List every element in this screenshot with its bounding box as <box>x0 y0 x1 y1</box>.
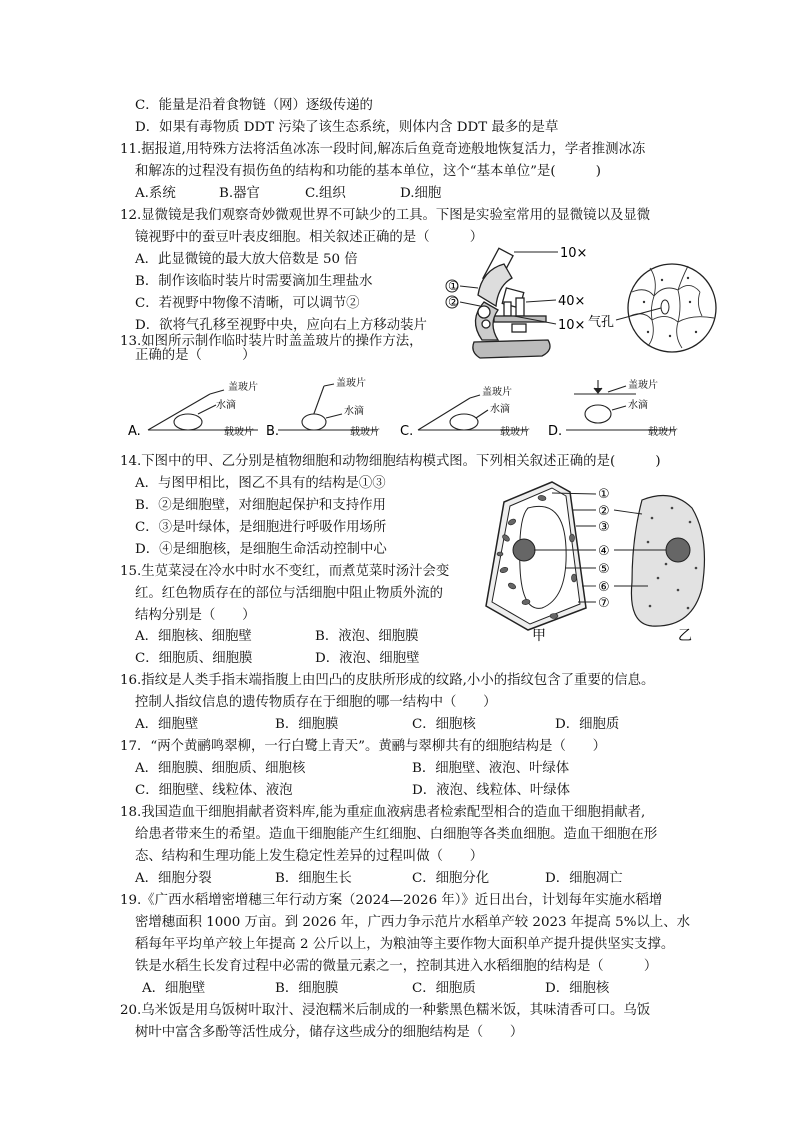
microscope-figure <box>438 240 718 365</box>
q13-a-drop-label: 水滴 <box>216 400 236 411</box>
q13-option-b-label: B. <box>266 424 280 439</box>
q19-option-a: A．细胞壁 <box>142 981 206 996</box>
q13-b-cover-label: 盖玻片 <box>336 378 366 389</box>
cell-label-4: ④ <box>598 544 610 559</box>
q13-d-slide-label: 载玻片 <box>648 427 678 438</box>
cell-label-7: ⑦ <box>598 596 610 611</box>
plant-nucleus <box>513 539 535 561</box>
coverslip-option-a <box>148 390 258 430</box>
q13-stem-line2: 正确的是（ ） <box>135 348 256 363</box>
field-of-view <box>628 264 716 352</box>
q18-stem-line3: 态、结构和生理功能上发生稳定性差异的过程叫做（ ） <box>135 849 484 864</box>
q18-option-c: C．细胞分化 <box>412 871 490 886</box>
q17-option-a: A．细胞膜、细胞质、细胞核 <box>135 761 306 776</box>
cell-label-2: ② <box>598 504 610 519</box>
animal-cell-caption: 乙 <box>678 628 692 644</box>
q18-option-a: A．细胞分裂 <box>135 871 212 886</box>
q14-option-a: A．与图甲相比，图乙不具有的结构是①③ <box>135 476 386 491</box>
q15-option-b: B．液泡、细胞膜 <box>315 629 419 644</box>
fine-knob <box>482 320 490 328</box>
stoma-label: 气孔 <box>588 315 615 330</box>
q18-stem-line1: 18.我国造血干细胞捐献者资料库,能为重症血液病患者检索配型相合的造血干细胞捐献者, <box>120 805 646 820</box>
q18-option-b: B．细胞生长 <box>275 871 352 886</box>
q10-option-c: C．能量是沿着食物链（网）逐级传递的 <box>135 98 373 113</box>
q13-b-drop-label: 水滴 <box>344 406 364 417</box>
low-objective-mag-label: 10× <box>558 318 586 333</box>
q16-option-a: A．细胞壁 <box>135 717 199 732</box>
label-1: ① <box>448 279 459 293</box>
plant-cell-caption: 甲 <box>532 628 546 644</box>
q19-option-c: C．细胞质 <box>412 981 476 996</box>
q11-stem-line2: 和解冻的过程没有损伤鱼的结构和功能的基本单位，这个“基本单位”是( ) <box>135 164 602 179</box>
coverslip-options-figure <box>128 378 688 448</box>
q18-stem-line2: 给患者带来生的希望。造血干细胞能产生红细胞、白细胞等各类血细胞。造血干细胞在形 <box>135 827 658 842</box>
label-2: ② <box>448 295 459 309</box>
q17-option-c: C．细胞壁、线粒体、液泡 <box>135 783 293 798</box>
animal-cell <box>631 496 704 627</box>
high-objective-mag-label: 40× <box>558 294 586 309</box>
q13-c-drop-label: 水滴 <box>490 404 510 415</box>
base <box>473 340 550 358</box>
q12-option-a: A．此显微镜的最大放大倍数是 50 倍 <box>135 252 358 267</box>
coarse-knob <box>478 306 490 318</box>
q13-d-cover-label: 盖玻片 <box>628 380 658 391</box>
q17-stem-line1: 17．“两个黄鹂鸣翠柳，一行白鹭上青天”。黄鹂与翠柳共有的细胞结构是（ ） <box>120 739 607 754</box>
q15-options-row2 <box>135 648 495 669</box>
q13-option-d-label: D. <box>548 424 563 439</box>
q17-option-d: D．液泡、线粒体、叶绿体 <box>412 783 571 798</box>
q20-stem-line2: 树叶中富含多酚等活性成分，储存这些成分的细胞结构是（ ） <box>135 1025 524 1040</box>
q14-option-b: B．②是细胞壁，对细胞起保护和支持作用 <box>135 498 386 513</box>
q12-stem-line2: 镜视野中的蚕豆叶表皮细胞。相关叙述正确的是（ ） <box>135 230 484 245</box>
q11-option-c: C.组织 <box>305 186 346 201</box>
q11-stem-line1: 11.据报道,用特殊方法将活鱼冰冻一段时间,解冻后鱼竟奇迹般地恢复活力，学者推测冰冻 <box>120 142 646 157</box>
q16-option-b: B．细胞膜 <box>275 717 339 732</box>
q18-option-d: D．细胞凋亡 <box>545 871 623 886</box>
q19-option-d: D．细胞核 <box>545 981 610 996</box>
q13-option-c-label: C. <box>400 424 414 439</box>
cell-structure-figure <box>482 478 712 644</box>
q15-option-a: A．细胞核、细胞壁 <box>135 629 252 644</box>
q13-c-cover-label: 盖玻片 <box>482 387 512 398</box>
q16-stem-line1: 16.指纹是人类手指末端指腹上由凹凸的皮肤所形成的纹路,小小的指纹包含了重要的信息。 <box>120 673 655 688</box>
q13-a-slide-label: 载玻片 <box>224 427 254 438</box>
q13-a-cover-label: 盖玻片 <box>228 382 258 393</box>
q15-stem-line2: 红。红色物质存在的部位与活细胞中阻止物质外流的 <box>135 586 443 601</box>
q11-option-a: A.系统 <box>135 186 176 201</box>
q10-option-d: D．如果有毒物质 DDT 污染了该生态系统，则体内含 DDT 最多的是草 <box>135 120 559 135</box>
q15-option-d: D．液泡、细胞壁 <box>315 651 420 666</box>
stoma <box>661 300 669 314</box>
condenser <box>512 324 526 332</box>
animal-nucleus <box>666 538 690 562</box>
q19-stem-line3: 稻每年平均单产较上年提高 2 公斤以上，为粮油等主要作物大面积单产提升提供坚实支撑。 <box>135 937 675 952</box>
q12-option-c: C．若视野中物像不清晰，可以调节② <box>135 296 360 311</box>
q19-stem-line4: 铁是水稻生长发育过程中必需的微量元素之一，控制其进入水稻细胞的结构是（ ） <box>135 959 658 974</box>
eyepiece-mag-label: 10× <box>560 246 588 261</box>
q18-options <box>135 868 695 889</box>
q14-stem-line1: 14.下图中的甲、乙分别是植物细胞和动物细胞结构模式图。下列相关叙述正确的是( ) <box>120 454 661 469</box>
q17-options-row1 <box>135 758 695 779</box>
q16-options <box>135 714 695 735</box>
q15-stem-line1: 15.生苋菜浸在冷水中时水不变红，而煮苋菜时汤汁会变 <box>120 564 450 579</box>
q14-option-d: D．④是细胞核，是细胞生命活动控制中心 <box>135 542 387 557</box>
q19-option-b: B．细胞膜 <box>275 981 339 996</box>
q11-option-d: D.细胞 <box>400 186 442 201</box>
q14-option-c: C．③是叶绿体，是细胞进行呼吸作用场所 <box>135 520 387 535</box>
q15-option-c: C．细胞质、细胞膜 <box>135 651 253 666</box>
q15-options-row1 <box>135 626 495 647</box>
q11-options <box>135 183 695 204</box>
coverslip-option-d <box>566 380 676 430</box>
q13-d-drop-label: 水滴 <box>628 400 648 411</box>
q16-option-d: D．细胞质 <box>555 717 620 732</box>
q13-c-slide-label: 载玻片 <box>500 427 530 438</box>
q13-stem-line1: 13.如图所示制作临时装片时盖盖玻片的操作方法， <box>120 334 423 349</box>
coverslip-option-c <box>418 395 528 430</box>
q19-options <box>142 978 702 999</box>
q11-option-b: B.器官 <box>219 186 260 201</box>
q17-options-row2 <box>135 780 695 801</box>
q20-stem-line1: 20.乌米饭是用乌饭树叶取汁、浸泡糯米后制成的一种紫黑色糯米饭，其味清香可口。乌饭 <box>120 1003 651 1018</box>
q17-option-b: B．细胞壁、液泡、叶绿体 <box>412 761 570 776</box>
cell-label-5: ⑤ <box>598 562 610 577</box>
q12-stem-line1: 12.显微镜是我们观察奇妙微观世界不可缺少的工具。下图是实验室常用的显微镜以及显微 <box>120 208 651 223</box>
plant-cell <box>486 482 586 630</box>
q19-stem-line1: 19.《广西水稻增密增穗三年行动方案（2024—2026 年）》近日出台，计划每年实施水稻增 <box>120 893 663 908</box>
q12-option-d: D．欲将气孔移至视野中央，应向右上方移动装片 <box>135 318 427 333</box>
q19-stem-line2: 密增穗面积 1000 万亩。到 2026 年，广西力争示范片水稻单产较 2023 年提高 5%以上、水 <box>135 915 690 930</box>
q16-option-c: C．细胞核 <box>412 717 476 732</box>
q16-stem-line2: 控制人指纹信息的遗传物质存在于细胞的哪一结构中（ ） <box>135 695 497 710</box>
cell-label-3: ③ <box>598 520 610 535</box>
q13-option-a-label: A. <box>128 424 141 439</box>
objective-high <box>516 298 524 316</box>
q12-option-b: B．制作该临时装片时需要滴加生理盐水 <box>135 274 373 289</box>
q15-stem-line3: 结构分别是（ ） <box>135 608 256 623</box>
cell-label-6: ⑥ <box>598 580 610 595</box>
q13-b-slide-label: 载玻片 <box>350 427 380 438</box>
objective-low <box>504 302 511 316</box>
cell-label-1: ① <box>598 487 610 502</box>
